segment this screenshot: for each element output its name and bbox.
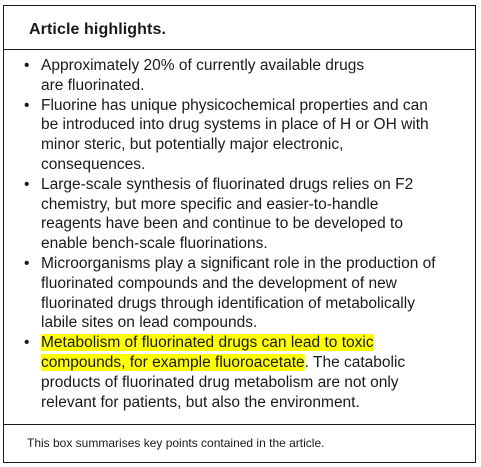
list-item-text-rest: . The catabolic products of fluorinated drug metabolism are not only relevant for patients, but also the environment. <box>41 353 406 411</box>
footer-divider <box>4 424 475 425</box>
list-item-text: Fluorine has unique physicochemical properties and can be introduced into drug systems in place of H or OH with minor steric, but potentially major electronic, consequences. <box>41 96 429 173</box>
list-item <box>24 56 386 96</box>
article-highlights-box <box>3 5 476 463</box>
list-item-text: Large-scale synthesis of fluorinated drugs relies on F2 chemistry, but more specific and easier-to-handle reagents have been and continue to be developed to enable bench-scale fluorinations. <box>41 175 414 253</box>
box-title: Article highlights. <box>29 21 167 38</box>
bullet-icon: • <box>24 254 30 272</box>
title-divider <box>4 49 475 50</box>
list-item-text: Approximately 20% of currently available drugs are fluorinated. <box>41 57 365 94</box>
highlighted-text: Metabolism of fluorinated drugs can lead to toxic compounds, for example fluoroacetate <box>41 334 374 371</box>
bullet-icon: • <box>24 334 30 352</box>
box-footer-note: This box summarises key points contained in the article. <box>27 436 325 450</box>
list-item <box>24 254 442 333</box>
bullet-icon: • <box>24 175 30 193</box>
list-item <box>24 175 442 254</box>
bullet-icon: • <box>24 96 30 114</box>
list-item-text: Microorganisms play a significant role in the production of fluorinated compounds and the development of new fluorinated drugs through identification of metabolically labile sites on lead compounds. <box>41 254 436 332</box>
bullet-icon: • <box>24 57 30 74</box>
highlights-list <box>24 56 442 412</box>
list-item <box>24 96 442 175</box>
list-item <box>24 333 442 412</box>
